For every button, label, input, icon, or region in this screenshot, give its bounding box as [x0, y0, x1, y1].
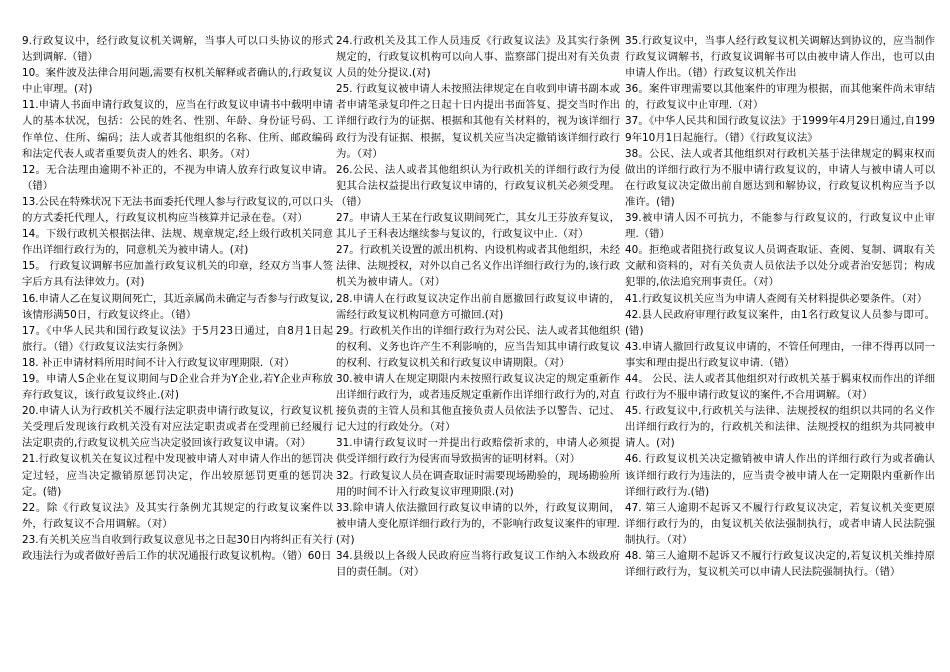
question-item-39: 39.被申请人因不可抗力，不能参与行政复议的，行政复议中止审理.（错） [625, 212, 935, 241]
column-middle [336, 33, 620, 580]
question-item-34: 34.县级以上各级人民政府应当将行政复议工作纳入本级政府目的责任制。（对） [336, 550, 620, 579]
question-item-31: 31.申请行政复议时一并提出行政赔偿祈求的，申请人必须提供受详细行政行为侵害而导致损害的证明材料。（对） [336, 437, 620, 466]
question-item-25: 25. 行政复议被申请人未按照法律规定在自收到申请书副本或者申请笔录复印件之日起十日内提出书面答复、提交当时作出详细行政行为的证据、根据和其他有关材料的，视为该详细行政行为没有证据、根据，复议机关应当决定撤销该详细行政行为。（对） [336, 83, 620, 160]
question-item-43: 43.申请人撤回行政复议申请的，不管任何理由，一律不得再以同一事实和理由提出行政复议申请.（错） [625, 340, 935, 369]
question-item-19: 19。申请人S企业在复议期间与D企业合并为Y企业,若Y企业声称放弃行政复议，该行政复议终止.(对) [22, 372, 333, 402]
question-item-27b: 27。行政机关设置的派出机构、内设机构或者其他组织，未经法律、法规授权，对外以自己名义作出详细行政行为的,该行政机关为被申请人。（对） [336, 244, 620, 289]
question-item-47: 47. 第三人逾期不起诉又不履行行政复议决定，若复议机关变更原详细行政行为的，由复议机关依法强制执行，或者申请人民法院强制执行。（对） [625, 501, 935, 546]
question-item-33: 33.除申请人依法撤回行政复议申请的以外，行政复议期间，被申请人变化原详细行政行为的，不影响行政复议案件的审理.(对) [336, 501, 620, 546]
question-item-14: 14。下级行政机关根据法律、法规、规章规定,经上级行政机关同意作出详细行政行为的，同意机关为被申请人。(对) [22, 228, 333, 257]
question-item-32: 32。行政复议人员在调查取证时需要现场勘验的，现场勘验所用的时间不计入行政复议审理期限.(对) [336, 469, 620, 498]
question-item-10: 10。案件波及法律合用问题,需要有权机关解释或者确认的,行政复议中止审理。(对) [22, 67, 333, 96]
question-item-15: 15。 行政复议调解书应加盖行政复议机关的印章，经双方当事人签字后方具有法律效力。(对) [22, 260, 333, 289]
question-item-24: 24.行政机关及其工作人员违反《行政复议法》及其实行条例规定的，行政复议机构可以向人事、监察部门提出对有关负责人员的处分提议.(对) [336, 35, 620, 80]
question-item-26: 26.公民、法人或者其他组织认为行政机关的详细行政行为侵犯其合法权益提出行政复议申请的，行政复议机关必须受理。（错） [336, 163, 620, 208]
question-item-9: 9.行政复议中，经行政复议机关调解，当事人可以口头协议的形式达到调解.（错） [22, 35, 333, 64]
question-item-38: 38。公民、法人或者其他组织对行政机关基于法律规定的羁束权而做出的详细行政行为不服申请行政复议的，申请人与被申请人可以在行政复议决定做出前自愿达到和解协议，行政复议机构应当予以准许。(错) [625, 147, 935, 208]
question-item-29: 29。行政机关作出的详细行政行为对公民、法人或者其他组织的权利、义务也许产生不利影响的，应当告知其申请行政复议的权利、行政复议机关和行政复议申请期限。（对） [336, 324, 620, 369]
question-item-17: 17。《中华人民共和国行政复议法》于5月23日通过，自8月1日起旅行。（错）《行政复议法实行条例》 [22, 324, 333, 353]
question-item-23: 23.有关机关应当自收到行政复议意见书之日起30日内将纠正有关行政违法行为或者做好善后工作的状况通报行政复议机构。（错）60日 [22, 533, 333, 562]
question-item-11: 11.申请人书面申请行政复议的，应当在行政复议申请书中载明申请人的基本状况，包括：公民的姓名、性别、年龄、身份证号码、工作单位、住所、编码；法人或者其他组织的名称、住所、邮政编码和法定代表人或者重要负责人的姓名、职务。（对） [22, 99, 333, 160]
question-item-46: 46. 行政复议机关决定撤销被申请人作出的详细行政行为或者确认该详细行政行为违法的，应当责令被申请人在一定期限内重新作出详细行政行为.(错) [625, 453, 935, 498]
question-item-22: 22。除《行政复议法》及其实行条例尤其规定的行政复议案件以外，行政复议不合用调解。（对） [22, 501, 333, 530]
question-item-36: 36。案件审理需要以其他案件的审理为根据，而其他案件尚未审结的，行政复议中止审理.（对） [625, 83, 935, 112]
question-item-13: 13.公民在特殊状况下无法书面委托代理人参与行政复议的,可以口头的方式委托代理人，行政复议机构应当核算并记录在卷。（对） [22, 195, 333, 225]
question-item-27a: 27。申请人王某在行政复议期间死亡，其女儿王芬放弃复议，其儿子王科表达继续参与复议的，行政复议中止.（对） [336, 212, 620, 241]
question-item-28: 28.申请人在行政复议决定作出前自愿撤回行政复议申请的，需经行政复议机构同意方可撤回.(对) [336, 292, 620, 321]
question-item-37: 37。《中华人民共和国行政复议法》于1999年4月29日通过,自1999年10月1日起施行。（错）《行政复议法》 [625, 115, 935, 144]
question-item-21: 21.行政复议机关在复议过程中发现被申请人对申请人作出的惩罚决定过轻，应当决定撤销原惩罚决定，作出较原惩罚更重的惩罚决定。(错) [22, 453, 333, 498]
question-item-20: 20.申请人认为行政机关不履行法定职责申请行政复议，行政复议机关受理后发现该行政机关没有对应法定职责或者在受理前已经履行法定职责的,行政复议机关应当决定驳回该行政复议申请。（对） [22, 405, 333, 450]
question-item-16: 16.申请人乙在复议期间死亡，其近亲属尚未确定与否参与行政复议,该情形满50日，行政复议终止。（错） [22, 292, 333, 321]
column-right [625, 33, 935, 580]
question-item-41: 41.行政复议机关应当为申请人查阅有关材料提供必要条件。（对） [625, 292, 928, 305]
question-item-12: 12。无合法理由逾期不补正的，不视为申请人放弃行政复议申请。（错） [22, 163, 333, 192]
question-item-40: 40。拒绝或者阻挠行政复议人员调查取证、查阅、复制、调取有关文献和资料的，对有关负责人员依法予以处分或者治安惩罚；构成犯罪的,依法追究刑事责任。（对） [625, 244, 935, 289]
question-item-48: 48. 第三人逾期不起诉又不履行行政复议决定的,若复议机关维持原详细行政行为，复议机关可以申请人民法院强制执行。（错） [625, 550, 935, 579]
question-item-42: 42.县人民政府审理行政复议案件，由1名行政复议人员参与即可。(错) [625, 308, 935, 337]
question-item-45: 45. 行政复议中,行政机关与法律、法规授权的组织以共同的名义作出详细行政行为的，行政机关和法律、法规授权的组织为共同被申请人。(对) [625, 405, 935, 450]
column-left [22, 33, 333, 564]
question-item-44: 44。 公民、法人或者其他组织对行政机关基于羁束权而作出的详细行政行为不服申请行政复议的案件,不合用调解。（对） [625, 372, 935, 402]
question-item-35: 35.行政复议中，当事人经行政复议机关调解达到协议的，应当制作行政复议调解书，行政复议调解书可以由被申请人作出，也可以由申请人作出。（错）行政复议机关作出 [625, 35, 935, 80]
question-item-18: 18. 补正申请材料所用时间不计入行政复议审理期限.（对） [22, 356, 295, 369]
question-item-30: 30.被申请人在规定期限内未按照行政复议决定的规定重新作出详细行政行为，或者违反规定重新作出详细行政行为的,对直接负责的主管人员和其他直接负责人员依法予以警告、记过、记大过的行政处分。（对） [336, 372, 620, 434]
